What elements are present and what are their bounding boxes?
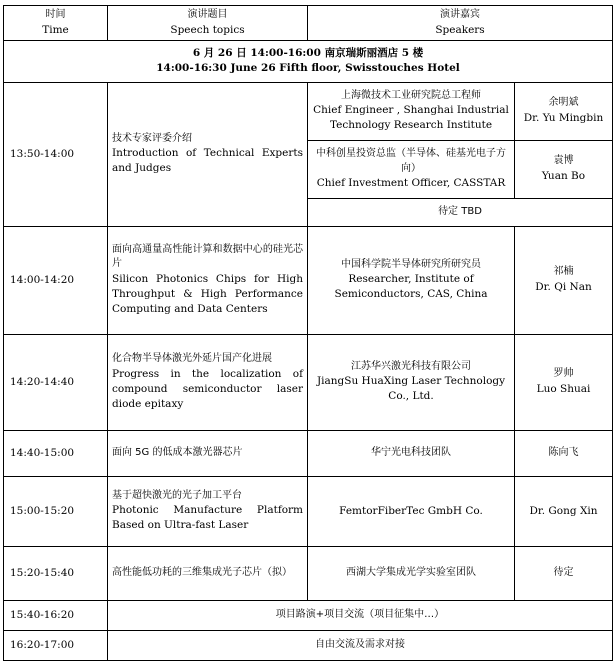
row-organization (308, 476, 515, 546)
org-en: Researcher, Institute of Semiconductors, CAS, China (334, 273, 488, 301)
row-speaker (515, 226, 613, 334)
speaker-cn: 祁楠 (553, 266, 574, 278)
speaker-cn: 袁博 (553, 155, 574, 167)
session-row (4, 40, 613, 82)
row-topic (108, 546, 308, 600)
row-organization (308, 198, 613, 226)
header-time-en: Time (42, 23, 69, 36)
topic-cn: 技术专家评委介绍 (112, 132, 192, 144)
row-organization (308, 140, 515, 198)
org-cn: 中国科学院半导体研究所研究员 (341, 258, 481, 270)
row-topic (108, 476, 308, 546)
row-time: 16:20-17:00 (4, 630, 108, 660)
row-time: 15:40-16:20 (4, 600, 108, 630)
row-time: 13:50-14:00 (4, 82, 108, 226)
org-cn: 西湖大学集成光学实验室团队 (346, 567, 476, 579)
speaker-en: Luo Shuai (536, 382, 591, 395)
row-time: 14:40-15:00 (4, 430, 108, 476)
row-organization (308, 430, 515, 476)
org-en: Chief Investment Officer, CASSTAR (316, 177, 506, 190)
header-time-cn: 时间 (45, 9, 66, 20)
agenda-row (4, 546, 613, 600)
topic-cn: 面向高通量高性能计算和数据中心的硅光芯片 (112, 243, 303, 270)
row-topic (108, 226, 308, 334)
speaker-en: Dr. Yu Mingbin (523, 111, 604, 124)
agenda-table (3, 5, 613, 661)
row-activity (108, 600, 613, 630)
agenda-row (4, 600, 613, 630)
row-activity (108, 630, 613, 660)
org-en: Chief Engineer , Shanghai Industrial Technology Research Institute (313, 104, 509, 132)
row-speaker (515, 430, 613, 476)
org-en: FemtorFiberTec GmbH Co. (339, 504, 483, 517)
topic-cn: 面向 5G 的低成本激光器芯片 (112, 447, 243, 459)
row-organization (308, 82, 515, 140)
row-topic (108, 82, 308, 226)
speaker-en: Dr. Qi Nan (535, 280, 592, 293)
topic-cn: 化合物半导体激光外延片国产化进展 (112, 353, 272, 365)
topic-en: Progress in the localization of compound semiconductor laser diode epitaxy (112, 367, 303, 411)
topic-en: Photonic Manufacture Platform Based on Ultra-fast Laser (112, 504, 303, 532)
activity-text: 自由交流及需求对接 (315, 639, 405, 651)
topic-cn: 基于超快激光的光子加工平台 (112, 489, 242, 501)
row-time: 14:00-14:20 (4, 226, 108, 334)
speaker-cn: 陈向飞 (548, 447, 579, 459)
speaker-en: Yuan Bo (541, 169, 586, 182)
session-info (4, 40, 613, 82)
row-speaker (515, 476, 613, 546)
row-organization (308, 226, 515, 334)
session-line-cn: 6 月 26 日 14:00-16:00 南京瑞斯丽酒店 5 楼 (192, 47, 424, 59)
org-tbd: 待定 TBD (438, 206, 482, 218)
header-topic-en: Speech topics (170, 23, 245, 36)
row-topic (108, 430, 308, 476)
row-speaker (515, 140, 613, 198)
row-time: 15:20-15:40 (4, 546, 108, 600)
header-speaker-en: Speakers (435, 23, 485, 36)
agenda-row (4, 630, 613, 660)
header-speaker (308, 6, 613, 41)
org-cn: 华宁光电科技团队 (371, 447, 451, 459)
agenda-row (4, 82, 613, 140)
row-time: 14:20-14:40 (4, 334, 108, 430)
header-topic (108, 6, 308, 41)
topic-en: Introduction of Technical Experts and Judges (112, 147, 303, 175)
row-speaker (515, 546, 613, 600)
speaker-cn: 待定 (553, 567, 574, 579)
speaker-cn: 余明斌 (548, 97, 579, 109)
row-time: 15:00-15:20 (4, 476, 108, 546)
topic-en: Silicon Photonics Chips for High Throughput & High Performance Computing and Data Centers (112, 272, 303, 316)
row-organization (308, 546, 515, 600)
row-organization (308, 334, 515, 430)
agenda-row (4, 476, 613, 546)
header-speaker-cn: 演讲嘉宾 (440, 9, 480, 20)
speaker-en: Dr. Gong Xin (529, 504, 598, 517)
agenda-row (4, 226, 613, 334)
table-header-row (4, 6, 613, 41)
row-topic (108, 334, 308, 430)
org-en: JiangSu HuaXing Laser Technology Co., Ltd. (316, 375, 506, 403)
activity-text: 项目路演+项目交流（项目征集中…） (275, 609, 445, 621)
header-time (4, 6, 108, 41)
header-topic-cn: 演讲题目 (187, 9, 228, 20)
org-cn: 中科创星投资总监（半导体、硅基光电子方向） (316, 148, 506, 174)
speaker-cn: 罗帅 (553, 368, 574, 380)
agenda-row (4, 430, 613, 476)
org-cn: 江苏华兴激光科技有限公司 (351, 360, 471, 372)
topic-cn: 高性能低功耗的三维集成光子芯片（拟） (112, 567, 292, 579)
row-speaker (515, 334, 613, 430)
session-line-en: 14:00-16:30 June 26 Fifth floor, Swisstouches Hotel (156, 62, 460, 75)
agenda-row (4, 334, 613, 430)
row-speaker (515, 82, 613, 140)
org-cn: 上海微技术工业研究院总工程师 (341, 89, 481, 101)
